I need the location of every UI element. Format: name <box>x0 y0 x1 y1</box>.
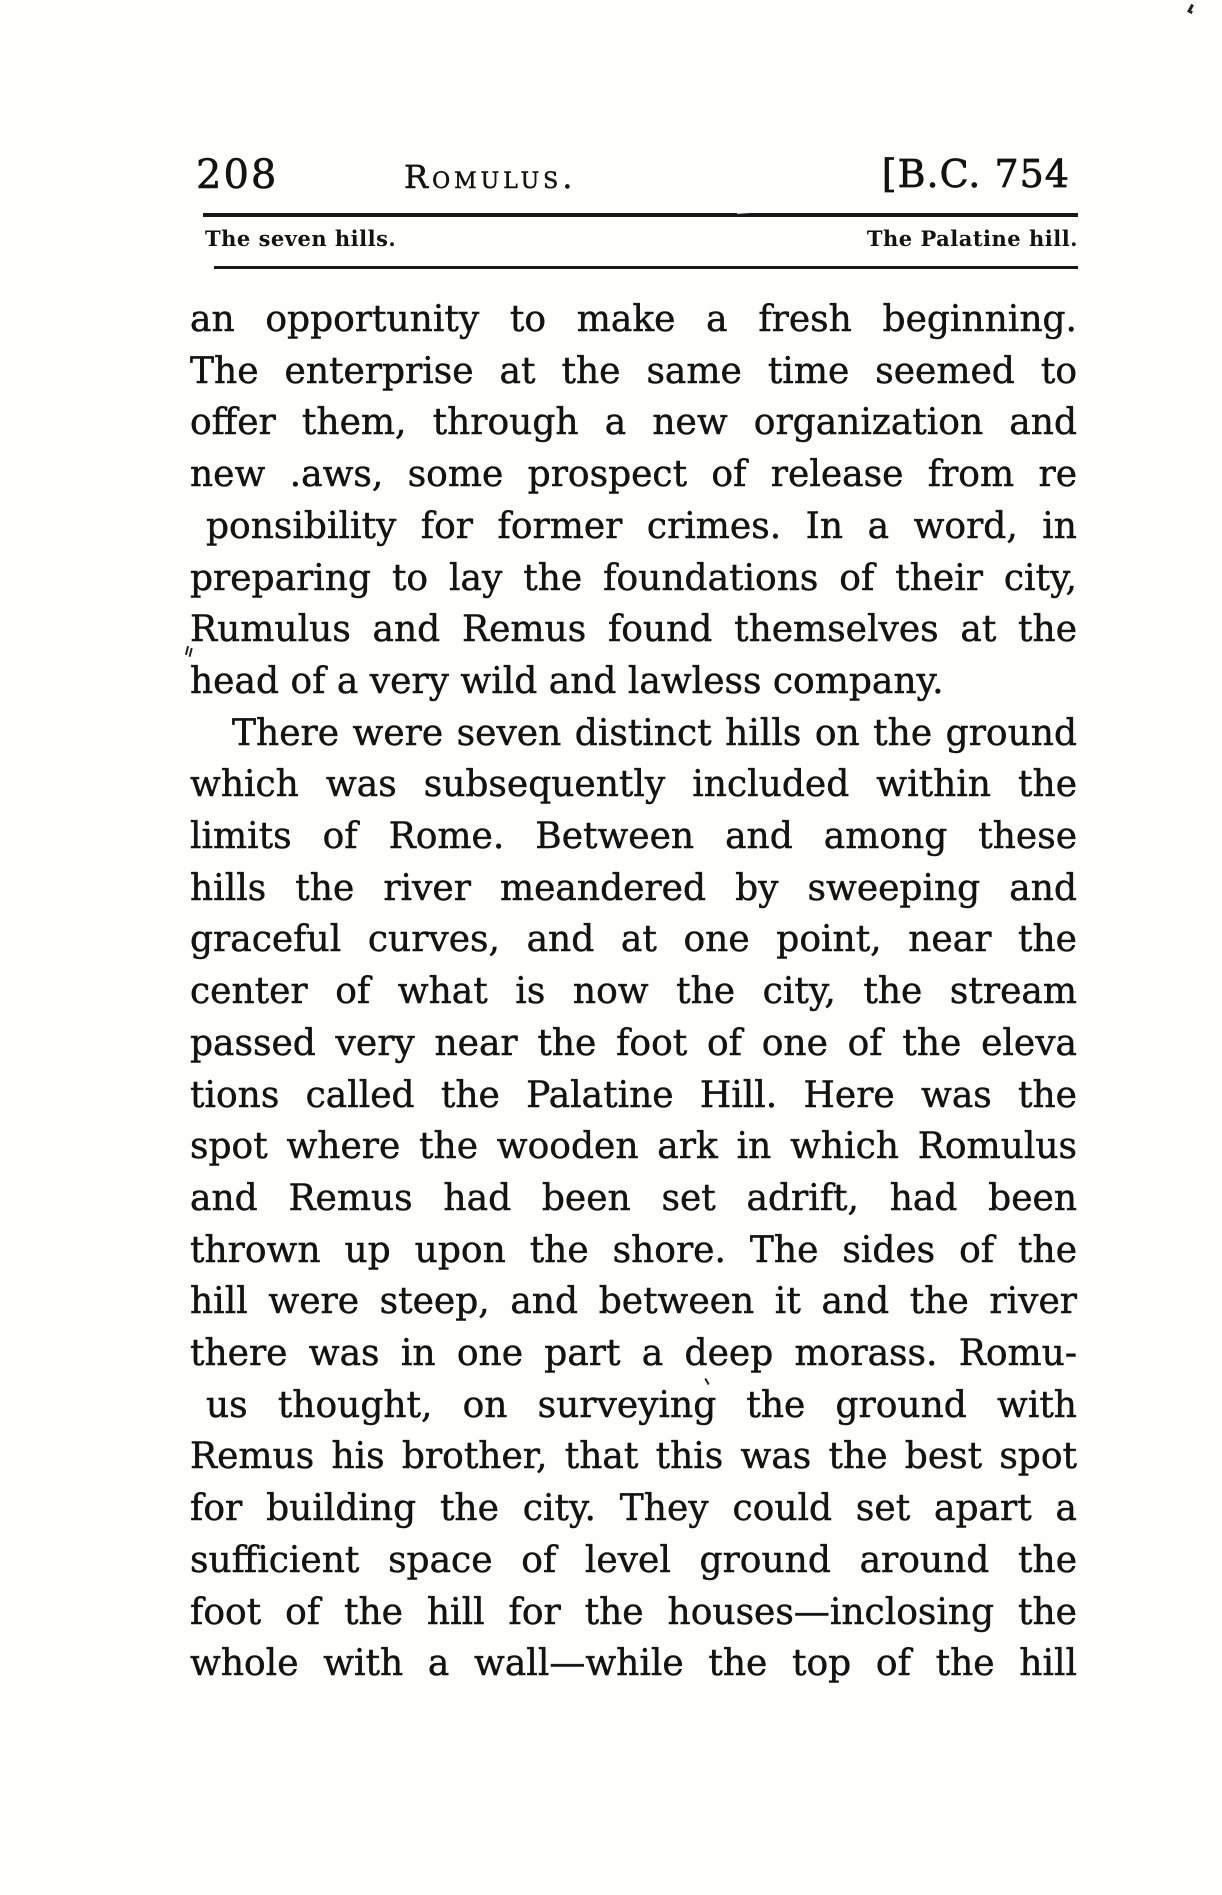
text-line: there was in one part a deep morass. Romu- <box>190 1333 1077 1375</box>
text-line: and Remus had been set adrift, had been <box>190 1177 1077 1219</box>
text-line: thrown up upon the shore. The sides of the <box>190 1229 1077 1271</box>
page-number: 208 <box>196 152 279 198</box>
subheader-rule <box>214 266 1078 269</box>
guide-word-right: The Palatine hill. <box>866 226 1078 251</box>
text-line: foot of the hill for the houses—inclosing the <box>190 1591 1077 1633</box>
text-line: hill were steep, and between it and the river <box>190 1281 1077 1323</box>
text-line: The enterprise at the same time seemed to <box>190 350 1077 392</box>
text-line: new .aws, some prospect of release from re <box>190 454 1077 496</box>
text-line: ponsibility for former crimes. In a word, in <box>206 505 1077 547</box>
era-label: [B.C. 754 <box>881 152 1070 196</box>
text-line: preparing to lay the foundations of their city, <box>190 557 1077 599</box>
header-rule <box>203 213 1078 217</box>
text-line: tions called the Palatine Hill. Here was the <box>190 1074 1077 1116</box>
text-line: center of what is now the city, the stream <box>190 971 1077 1013</box>
text-line: whole with a wall—while the top of the hill <box>190 1643 1077 1685</box>
text-line: Rumulus and Remus found themselves at the <box>190 609 1077 651</box>
text-line: limits of Rome. Between and among these <box>190 816 1077 858</box>
guide-word-left: The seven hills. <box>205 226 397 251</box>
text-line: There were seven distinct hills on the ground <box>232 712 1077 754</box>
text-line: for building the city. They could set apart a <box>190 1488 1077 1530</box>
scan-speck-icon <box>1187 4 1194 13</box>
text-line: head of a very wild and lawless company. <box>190 660 944 702</box>
text-line: spot where the wooden ark in which Romulus <box>190 1126 1077 1168</box>
text-line: graceful curves, and at one point, near the <box>190 919 1077 961</box>
text-line: offer them, through a new organization and <box>190 402 1077 444</box>
text-line: which was subsequently included within the <box>190 764 1077 806</box>
text-line: hills the river meandered by sweeping and <box>190 867 1077 909</box>
text-line: us thought, on surveying the ground with <box>206 1384 1077 1426</box>
running-title: Romulus. <box>404 158 577 196</box>
text-line: sufficient space of level ground around the <box>190 1539 1077 1581</box>
text-line: Remus his brother, that this was the best spot <box>190 1436 1077 1478</box>
body-text <box>190 294 1077 1690</box>
text-line: an opportunity to make a fresh beginning. <box>190 299 1077 340</box>
margin-mark-icon <box>185 646 189 655</box>
text-line: passed very near the foot of one of the eleva <box>190 1022 1077 1064</box>
